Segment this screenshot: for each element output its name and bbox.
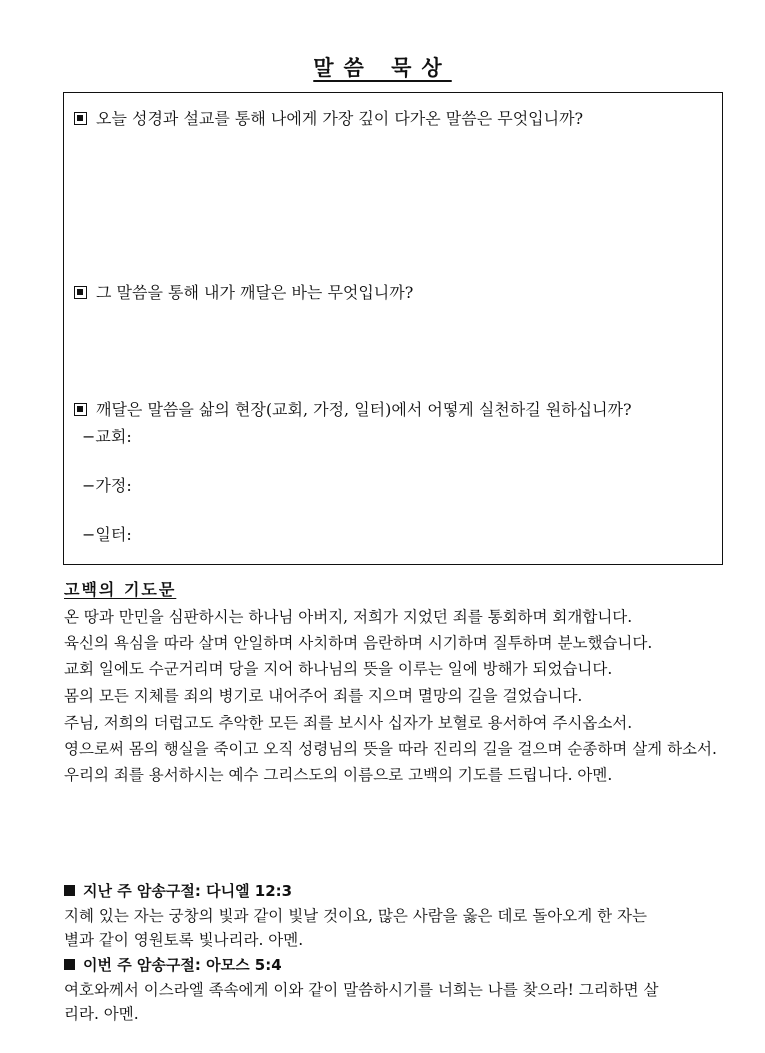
- page-title-text: 말씀 묵상: [313, 56, 452, 80]
- checkbox-icon: [74, 403, 87, 416]
- square-bullet-icon: [64, 959, 75, 970]
- question-3-text: 깨달은 말씀을 삶의 현장(교회, 가정, 일터)에서 어떻게 실천하길 원하십니까?: [96, 400, 632, 419]
- page-title: [0, 52, 765, 82]
- last-week-verse-line: 별과 같이 영원토록 빛나리라. 아멘.: [64, 931, 304, 949]
- last-week-verse-heading-text: 지난 주 암송구절: 다니엘 12:3: [83, 882, 293, 900]
- prayer-line: 몸의 모든 지체를 죄의 병기로 내어주어 죄를 지으며 멸망의 길을 걸었습니다.: [64, 687, 583, 705]
- practice-work: −일터:: [82, 525, 132, 544]
- checkbox-icon: [74, 112, 87, 125]
- prayer-line: 주님, 저희의 더럽고도 추악한 모든 죄를 보시사 십자가 보혈로 용서하여 주시옵소서.: [64, 714, 633, 732]
- question-1: [74, 106, 583, 129]
- question-3: [74, 397, 632, 420]
- square-bullet-icon: [64, 885, 75, 896]
- prayer-heading: 고백의 기도문: [64, 580, 177, 599]
- last-week-verse-line: 지혜 있는 자는 궁창의 빛과 같이 빛날 것이요, 많은 사람을 옳은 데로 돌아오게 한 자는: [64, 907, 647, 925]
- prayer-line: 육신의 욕심을 따라 살며 안일하며 사치하며 음란하며 시기하며 질투하며 분노했습니다.: [64, 634, 653, 652]
- practice-church: −교회:: [82, 427, 132, 446]
- question-2-text: 그 말씀을 통해 내가 깨달은 바는 무엇입니까?: [96, 283, 414, 302]
- this-week-verse-heading: [64, 954, 282, 975]
- prayer-line: 우리의 죄를 용서하시는 예수 그리스도의 이름으로 고백의 기도를 드립니다. 아멘.: [64, 766, 613, 784]
- prayer-line: 교회 일에도 수군거리며 당을 지어 하나님의 뜻을 이루는 일에 방해가 되었습니다.: [64, 660, 613, 678]
- checkbox-icon: [74, 286, 87, 299]
- prayer-line: 영으로써 몸의 행실을 죽이고 오직 성령님의 뜻을 따라 진리의 길을 걸으며 순종하며 살게 하소서.: [64, 740, 717, 758]
- last-week-verse-heading: [64, 880, 292, 901]
- meditation-box: [63, 92, 723, 565]
- question-2: [74, 280, 413, 303]
- this-week-verse-heading-text: 이번 주 암송구절: 아모스 5:4: [83, 956, 282, 974]
- question-1-text: 오늘 성경과 설교를 통해 나에게 가장 깊이 다가온 말씀은 무엇입니까?: [96, 109, 584, 128]
- practice-home: −가정:: [82, 476, 132, 495]
- this-week-verse-line: 여호와께서 이스라엘 족속에게 이와 같이 말씀하시기를 너희는 나를 찾으라! 그리하면 살: [64, 981, 659, 999]
- this-week-verse-line: 리라. 아멘.: [64, 1005, 139, 1023]
- prayer-line: 온 땅과 만민을 심판하시는 하나님 아버지, 저희가 지었던 죄를 통회하며 회개합니다.: [64, 608, 633, 626]
